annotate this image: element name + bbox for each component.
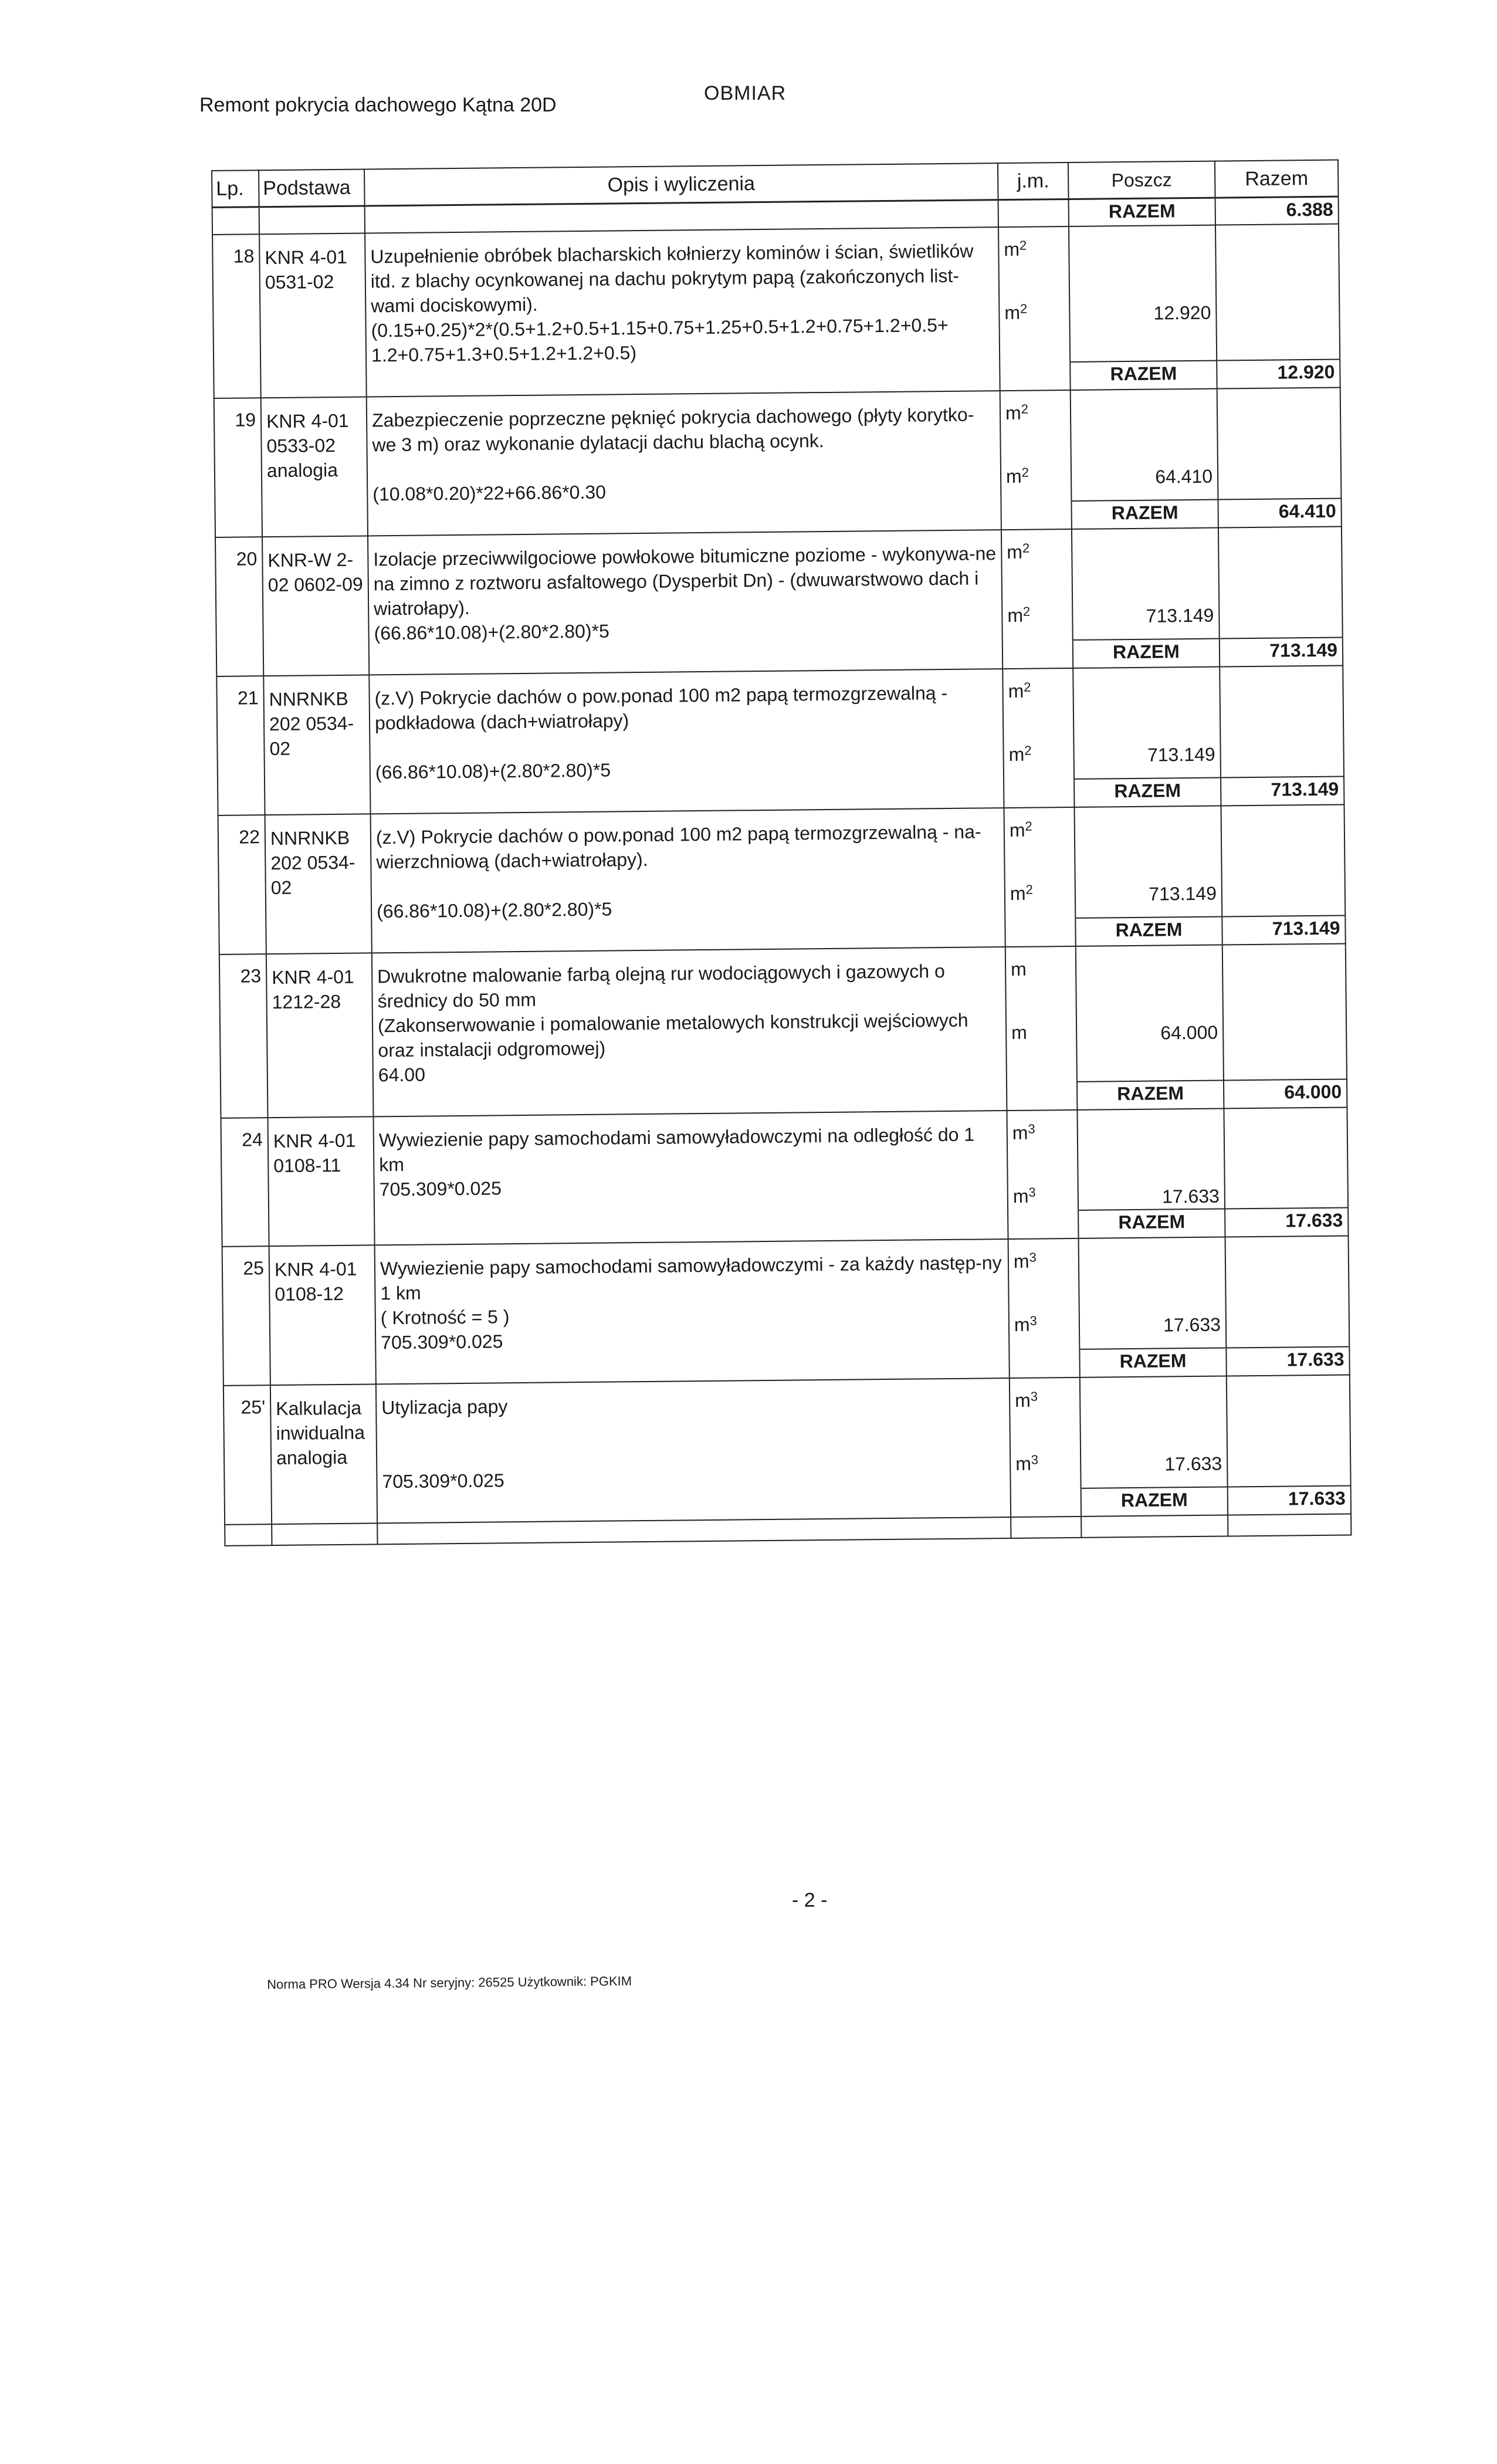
row-poszcz-cell xyxy=(1074,806,1222,918)
unit-base: m xyxy=(1010,882,1026,904)
total-spacer-jm xyxy=(1001,501,1071,530)
row-razem-empty xyxy=(1218,527,1343,639)
row-jm-main xyxy=(1008,679,1068,702)
unit-base: m xyxy=(1014,1314,1030,1335)
row-razem-value: 12.920 xyxy=(1217,360,1340,389)
unit-exponent: 3 xyxy=(1029,1250,1037,1265)
unit-base: m xyxy=(1011,1021,1028,1043)
unit-exponent: 2 xyxy=(1025,818,1032,834)
row-razem-value: 713.149 xyxy=(1220,638,1343,667)
row-opis-text: Uzupełnienie obróbek blacharskich kołnierzy kominów i ścian, świetlików itd. z blachy ocynkowanej na dachu pokrytym papą (zakończonych list-wami dociskowymi). (0.15+0.25)*2*(0.5+1.2+0.5+1.15+0.75+1.25+0.5+1.2+0.75+1.2+0.5+ 1.2+0.75+1.3+0.5+1.2+1.2+0.5) xyxy=(370,240,974,366)
row-podstawa-text: NNRNKB 202 0534- 02 xyxy=(269,688,354,760)
row-jm-calc xyxy=(1013,1184,1073,1207)
row-razem-label: RAZEM xyxy=(1078,1209,1225,1238)
total-spacer-lp xyxy=(219,926,266,955)
row-jm-calc xyxy=(1010,882,1070,905)
total-spacer-lp xyxy=(221,1089,267,1118)
row-podstawa-text: KNR-W 2- 02 0602-09 xyxy=(267,549,363,596)
row-poszcz: 17.633 xyxy=(1161,1185,1220,1207)
row-opis-text: Wywiezienie papy samochodami samowyładowczymi na odległość do 1 km 705.309*0.025 xyxy=(378,1123,975,1200)
col-header-razem: Razem xyxy=(1215,160,1339,198)
obmiar-table-wrapper xyxy=(211,160,1348,1511)
obmiar-table xyxy=(211,160,1352,1546)
row-razem-label: RAZEM xyxy=(1081,1487,1228,1516)
row-opis-text: (z.V) Pokrycie dachów o pow.ponad 100 m2 papą termozgrzewalną - na-wierzchniową (dach+wiatrołapy). (66.86*10.08)+(2.80*2.80)*5 xyxy=(375,821,981,922)
row-podstawa-text: KNR 4-01 0108-12 xyxy=(274,1258,357,1305)
unit-base: m xyxy=(1010,958,1027,980)
row-podstawa xyxy=(261,397,368,509)
row-poszcz-cell xyxy=(1077,1109,1225,1210)
row-opis-text: Utylizacja papy 705.309*0.025 xyxy=(381,1396,508,1492)
total-spacer-lp xyxy=(225,1496,272,1525)
end-cell xyxy=(1228,1514,1351,1536)
row-opis xyxy=(371,808,1005,925)
unit-exponent: 3 xyxy=(1029,1313,1037,1328)
row-razem-label: RAZEM xyxy=(1075,917,1222,946)
unit-base: m xyxy=(1012,1185,1029,1207)
page-number: - 2 - xyxy=(792,1889,828,1911)
row-lp: 20 xyxy=(215,537,263,648)
end-cell xyxy=(225,1524,272,1546)
row-razem-empty xyxy=(1221,805,1345,917)
row-opis-text: Izolacje przeciwwilgociowe powłokowe bitumiczne poziome - wykonywa-ne na zimno z roztworu asfaltowego (Dysperbit Dn) - (dwuwarstwowo dach i wiatrołapy). (66.86*10.08)+(2.80*2.80)*5 xyxy=(373,543,997,644)
total-spacer-lp xyxy=(216,648,263,676)
unit-base: m xyxy=(1009,819,1025,841)
row-podstawa xyxy=(262,536,369,648)
row-podstawa xyxy=(270,1384,377,1496)
row-jm-main xyxy=(1005,401,1065,424)
total-spacer-lp xyxy=(214,370,260,398)
row-opis-text: (z.V) Pokrycie dachów o pow.ponad 100 m2 papą termozgrzewalną - podkładowa (dach+wiatrołapy) (66.86*10.08)+(2.80*2.80)*5 xyxy=(374,682,948,783)
row-razem-value: 17.633 xyxy=(1225,1207,1348,1237)
row-lp: 24 xyxy=(221,1118,269,1219)
row-podstawa xyxy=(269,1245,376,1357)
row-jm xyxy=(1005,946,1077,1082)
end-cell xyxy=(1081,1515,1228,1537)
row-jm xyxy=(1010,1377,1081,1489)
row-opis xyxy=(376,1378,1011,1495)
row-lp: 19 xyxy=(214,398,262,509)
row-razem-label: RAZEM xyxy=(1073,639,1220,668)
row-podstawa xyxy=(266,953,373,1089)
row-opis xyxy=(369,669,1004,786)
table-row xyxy=(221,1107,1349,1218)
row-razem-value: 713.149 xyxy=(1222,916,1345,945)
row-poszcz: 713.149 xyxy=(1149,882,1217,905)
row-podstawa-text: KNR 4-01 1212-28 xyxy=(272,966,354,1013)
row-razem-empty xyxy=(1222,943,1347,1080)
total-spacer-jm xyxy=(1000,362,1070,391)
table-row xyxy=(212,224,1340,370)
row-jm xyxy=(1004,807,1075,919)
table-body xyxy=(212,197,1352,1546)
row-opis xyxy=(372,947,1007,1088)
col-header-poszcz xyxy=(1068,161,1215,199)
row-jm-calc xyxy=(1006,465,1066,488)
row-podstawa-text: KNR 4-01 0531-02 xyxy=(265,246,348,293)
row-lp: 21 xyxy=(216,676,265,787)
row-poszcz: 713.149 xyxy=(1146,604,1214,627)
row-lp: 22 xyxy=(218,815,266,926)
unit-base: m xyxy=(1012,1122,1028,1143)
row-jm-calc xyxy=(1011,1021,1071,1044)
total-spacer-jm xyxy=(1009,1349,1079,1378)
row-razem-empty xyxy=(1217,388,1342,500)
unit-exponent: 2 xyxy=(1024,679,1031,695)
table-row xyxy=(215,527,1343,648)
total-spacer-lp xyxy=(218,787,265,815)
row-jm xyxy=(1007,1110,1078,1211)
row-jm-calc xyxy=(1004,301,1064,324)
unit-exponent: 2 xyxy=(1025,882,1033,897)
carry-razem-label: RAZEM xyxy=(1069,198,1215,226)
row-lp: 25 xyxy=(222,1246,270,1358)
row-poszcz-cell xyxy=(1071,389,1218,501)
total-spacer-lp xyxy=(223,1357,270,1386)
row-podstawa-text: KNR 4-01 0533-02 analogia xyxy=(266,409,349,482)
row-jm-main xyxy=(1004,238,1064,260)
unit-exponent: 3 xyxy=(1030,1389,1038,1404)
row-poszcz-cell xyxy=(1069,225,1217,362)
row-razem-label: RAZEM xyxy=(1079,1348,1226,1377)
row-razem-empty xyxy=(1224,1107,1348,1209)
row-razem-value: 17.633 xyxy=(1228,1485,1351,1515)
row-jm xyxy=(1001,529,1073,641)
total-spacer-podstawa xyxy=(260,368,366,398)
row-poszcz: 64.410 xyxy=(1155,465,1213,488)
row-poszcz: 17.633 xyxy=(1164,1453,1222,1475)
row-razem-label: RAZEM xyxy=(1077,1081,1224,1110)
unit-exponent: 3 xyxy=(1028,1121,1035,1136)
row-jm-calc xyxy=(1015,1452,1075,1475)
total-spacer-jm xyxy=(1011,1488,1081,1517)
row-podstawa-text: Kalkulacja inwidualna analogia xyxy=(276,1397,365,1469)
row-opis xyxy=(374,1111,1008,1217)
row-razem-empty xyxy=(1215,224,1340,361)
row-poszcz-cell xyxy=(1080,1376,1228,1488)
total-spacer-podstawa xyxy=(267,1088,373,1118)
col-header-jm: j.m. xyxy=(998,163,1069,200)
total-spacer-podstawa xyxy=(263,647,369,676)
col-header-opis: Opis i wyliczenia xyxy=(364,163,998,206)
total-spacer-lp xyxy=(215,509,262,537)
unit-base: m xyxy=(1007,541,1023,563)
unit-exponent: 2 xyxy=(1021,401,1028,417)
row-jm-calc xyxy=(1008,743,1068,766)
table-row xyxy=(219,943,1347,1089)
end-cell xyxy=(272,1523,377,1545)
row-podstawa xyxy=(259,233,366,370)
total-spacer-podstawa xyxy=(270,1356,375,1385)
row-opis xyxy=(368,530,1002,647)
row-razem-label: RAZEM xyxy=(1070,361,1217,390)
row-razem-value: 713.149 xyxy=(1221,777,1344,806)
row-jm xyxy=(1008,1238,1080,1350)
row-razem-label: RAZEM xyxy=(1074,778,1221,807)
unit-base: m xyxy=(1008,743,1025,765)
row-opis-text: Wywiezienie papy samochodami samowyładowczymi - za każdy następ-ny 1 km ( Krotność = 5 ) 705.309*0.025 xyxy=(380,1252,1002,1353)
software-footer: Norma PRO Wersja 4.34 Nr seryjny: 26525 Użytkownik: PGKIM xyxy=(267,1974,632,1992)
row-opis xyxy=(365,227,1000,368)
row-jm-calc xyxy=(1007,604,1067,627)
total-spacer-jm xyxy=(1005,918,1075,947)
row-razem-value: 64.410 xyxy=(1218,499,1341,528)
col-header-podstawa: Podstawa xyxy=(259,169,365,207)
row-jm-main xyxy=(1007,540,1066,563)
unit-exponent: 2 xyxy=(1022,604,1031,619)
document-title: Remont pokrycia dachowego Kątna 20D xyxy=(199,94,557,116)
row-jm-main xyxy=(1011,957,1071,980)
total-spacer-podstawa xyxy=(266,925,371,954)
col-header-poszcz-label: Poszcz xyxy=(1111,168,1172,191)
row-razem-value: 64.000 xyxy=(1224,1079,1347,1108)
table-row xyxy=(216,666,1344,787)
row-jm-main xyxy=(1010,818,1069,841)
unit-base: m xyxy=(1015,1453,1032,1474)
unit-exponent: 3 xyxy=(1028,1184,1036,1200)
unit-base: m xyxy=(1013,1250,1029,1272)
unit-base: m xyxy=(1005,402,1021,424)
row-opis-text: Dwukrotne malowanie farbą olejną rur wodociągowych i gazowych o średnicy do 50 mm (Zakonserwowanie i pomalowanie metalowych konstrukcji wejściowych oraz instalacji odgromowej) 64.00 xyxy=(377,960,968,1086)
row-poszcz: 64.000 xyxy=(1160,1021,1218,1044)
total-spacer-jm xyxy=(1007,1082,1077,1111)
row-podstawa-text: NNRNKB 202 0534- 02 xyxy=(270,827,355,899)
unit-base: m xyxy=(1005,465,1022,488)
row-opis xyxy=(375,1239,1010,1356)
row-podstawa xyxy=(268,1116,375,1218)
unit-base: m xyxy=(1004,238,1020,260)
unit-base: m xyxy=(1004,302,1021,324)
row-poszcz: 12.920 xyxy=(1153,302,1211,324)
unit-exponent: 2 xyxy=(1020,301,1028,316)
table-row xyxy=(222,1236,1350,1357)
row-jm xyxy=(1000,390,1072,502)
table-row xyxy=(218,805,1346,926)
row-poszcz: 713.149 xyxy=(1147,743,1215,766)
document-type: OBMIAR xyxy=(704,82,787,104)
total-spacer-lp xyxy=(222,1218,269,1247)
col-header-lp: Lp. xyxy=(212,170,259,207)
row-opis xyxy=(367,391,1001,507)
row-opis-text: Zabezpieczenie poprzeczne pęknięć pokrycia dachowego (płyty korytko-we 3 m) oraz wykonanie dylatacji dachu blachą ocynk. (10.08*0.20)*22+66.86*0.30 xyxy=(371,404,974,505)
row-razem-empty xyxy=(1220,666,1344,778)
row-jm xyxy=(1002,668,1074,780)
unit-exponent: 2 xyxy=(1022,540,1030,556)
row-jm-main xyxy=(1014,1250,1073,1272)
table-row xyxy=(223,1375,1351,1496)
row-razem-empty xyxy=(1225,1236,1350,1348)
unit-exponent: 2 xyxy=(1024,743,1032,758)
unit-base: m xyxy=(1008,680,1024,702)
row-lp: 25' xyxy=(223,1385,272,1497)
row-jm-main xyxy=(1012,1121,1072,1144)
table-row xyxy=(214,388,1342,509)
row-podstawa-text: KNR 4-01 0108-11 xyxy=(273,1129,356,1177)
end-cell xyxy=(1011,1517,1081,1538)
unit-exponent: 2 xyxy=(1021,465,1029,480)
total-spacer-podstawa xyxy=(272,1495,377,1524)
carry-razem-value: 6.388 xyxy=(1215,197,1339,225)
total-spacer-jm xyxy=(1004,779,1074,808)
total-spacer-jm xyxy=(1002,640,1073,669)
row-jm xyxy=(998,226,1070,363)
row-poszcz: 17.633 xyxy=(1163,1314,1221,1336)
unit-base: m xyxy=(1007,604,1024,627)
total-spacer-podstawa xyxy=(262,507,368,537)
row-razem-value: 17.633 xyxy=(1226,1346,1349,1376)
row-poszcz-cell xyxy=(1079,1237,1227,1349)
total-spacer-podstawa xyxy=(265,786,370,815)
row-jm-main xyxy=(1015,1389,1075,1412)
row-poszcz-cell xyxy=(1073,667,1221,779)
row-podstawa xyxy=(263,675,370,787)
row-jm-calc xyxy=(1014,1313,1074,1336)
row-lp: 23 xyxy=(219,954,267,1090)
row-razem-label: RAZEM xyxy=(1071,500,1218,529)
row-podstawa xyxy=(265,814,372,926)
row-poszcz-cell xyxy=(1072,528,1220,640)
row-razem-empty xyxy=(1227,1375,1351,1487)
unit-base: m xyxy=(1015,1389,1031,1411)
unit-exponent: 2 xyxy=(1019,238,1027,253)
unit-exponent: 3 xyxy=(1031,1452,1039,1467)
total-spacer-jm xyxy=(1008,1210,1078,1239)
row-lp: 18 xyxy=(212,234,260,370)
total-spacer-podstawa xyxy=(269,1217,374,1246)
row-poszcz-cell xyxy=(1076,945,1224,1082)
